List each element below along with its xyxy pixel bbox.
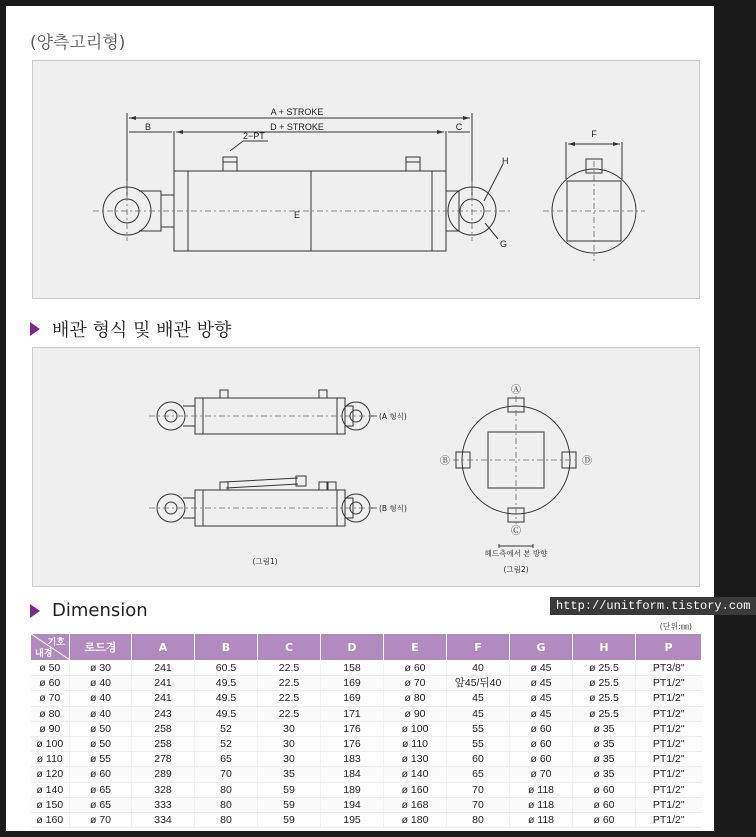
table-cell: 59 [258, 797, 321, 812]
column-header: G [510, 634, 573, 661]
table-cell: ø 65 [70, 782, 132, 797]
table-cell: PT1/2" [636, 752, 702, 767]
label-e: E [293, 210, 301, 220]
table-cell: ø 50 [70, 721, 132, 736]
table-cell: 80 [447, 812, 510, 827]
table-cell: ø 130 [384, 752, 447, 767]
bore-cell: ø 120 [31, 767, 70, 782]
bore-cell: ø 110 [31, 752, 70, 767]
table-cell: 70 [447, 782, 510, 797]
label-c: C [455, 122, 463, 132]
table-cell: 30 [258, 736, 321, 751]
table-cell: 241 [132, 691, 195, 706]
table-cell: ø 118 [510, 782, 573, 797]
triangle-bullet-icon [30, 322, 40, 336]
page-title: (양측고리형) [30, 33, 126, 53]
section-title-piping: 배관 형식 및 배관 방향 [52, 320, 232, 341]
table-cell: 195 [321, 812, 384, 827]
table-cell: ø 110 [384, 736, 447, 751]
table-cell: 49.5 [195, 706, 258, 721]
table-cell: 45 [447, 706, 510, 721]
label-a-stroke: A + STROKE [270, 107, 324, 117]
label-b: B [144, 122, 152, 132]
table-cell: ø 35 [573, 752, 636, 767]
table-cell: 65 [195, 752, 258, 767]
table-cell: 70 [447, 797, 510, 812]
table-cell: 55 [447, 736, 510, 751]
table-cell: 52 [195, 736, 258, 751]
corner-top-label: 기호 [47, 638, 65, 648]
table-cell: 52 [195, 721, 258, 736]
table-cell: 258 [132, 721, 195, 736]
table-cell: 35 [258, 767, 321, 782]
table-cell: 176 [321, 736, 384, 751]
table-cell: 59 [258, 782, 321, 797]
label-d-stroke: D + STROKE [270, 122, 324, 132]
bore-cell: ø 70 [31, 691, 70, 706]
table-cell: 65 [447, 767, 510, 782]
table-cell: 앞45/뒤40 [447, 676, 510, 691]
table-cell: ø 140 [384, 767, 447, 782]
table-cell: 194 [321, 797, 384, 812]
column-header: F [447, 634, 510, 661]
table-cell: ø 25.5 [573, 691, 636, 706]
table-cell: 189 [321, 782, 384, 797]
url-badge[interactable]: http://unitform.tistory.com [550, 597, 756, 615]
table-cell: 60 [447, 752, 510, 767]
column-header: 로드경 [70, 634, 132, 661]
table-cell: 171 [321, 706, 384, 721]
column-header: E [384, 634, 447, 661]
column-header: P [636, 634, 702, 661]
table-cell: 80 [195, 782, 258, 797]
table-cell: 80 [195, 812, 258, 827]
column-header: D [321, 634, 384, 661]
table-cell: 183 [321, 752, 384, 767]
table-cell: ø 60 [573, 782, 636, 797]
table-cell: 184 [321, 767, 384, 782]
label-fig1: (그림1) [252, 557, 278, 566]
column-header: B [195, 634, 258, 661]
table-cell: 49.5 [195, 676, 258, 691]
table-row [31, 661, 702, 676]
column-header: H [573, 634, 636, 661]
label-pt: 2−PT [243, 131, 265, 141]
table-row [31, 676, 702, 691]
table-cell: 22.5 [258, 676, 321, 691]
table-cell: 40 [447, 661, 510, 676]
table-cell: ø 40 [70, 676, 132, 691]
port-d-label: Ⓓ [582, 456, 592, 467]
table-cell: ø 30 [70, 661, 132, 676]
column-header: C [258, 634, 321, 661]
table-cell: ø 180 [384, 812, 447, 827]
table-cell: PT1/2" [636, 691, 702, 706]
table-cell: ø 40 [70, 691, 132, 706]
corner-header [31, 634, 70, 661]
table-cell: ø 45 [510, 691, 573, 706]
table-cell: 22.5 [258, 706, 321, 721]
table-cell: 241 [132, 676, 195, 691]
table-cell: ø 35 [573, 767, 636, 782]
port-a-label: Ⓐ [511, 385, 521, 396]
label-view-caption: 헤드측에서 본 방향 [484, 549, 548, 558]
table-cell: ø 25.5 [573, 676, 636, 691]
section-header-dimension [30, 600, 148, 621]
table-cell: ø 25.5 [573, 706, 636, 721]
table-cell: ø 65 [70, 797, 132, 812]
label-b-type: (B 형식) [379, 504, 407, 513]
table-cell: ø 70 [510, 767, 573, 782]
table-cell: ø 40 [70, 706, 132, 721]
table-cell: 80 [195, 797, 258, 812]
table-row [31, 782, 702, 797]
label-g: G [500, 239, 508, 249]
piping-diagram [33, 348, 701, 588]
table-row [31, 706, 702, 721]
table-cell: 30 [258, 721, 321, 736]
table-cell: ø 50 [70, 736, 132, 751]
label-a-type: (A 형식) [379, 412, 407, 421]
table-cell: ø 45 [510, 706, 573, 721]
table-cell: 55 [447, 721, 510, 736]
label-f: F [591, 129, 597, 139]
table-cell: ø 80 [384, 691, 447, 706]
table-row [31, 721, 702, 736]
label-fig2: (그림2) [503, 565, 529, 574]
table-cell: 258 [132, 736, 195, 751]
table-cell: 59 [258, 812, 321, 827]
column-header: A [132, 634, 195, 661]
table-cell: ø 118 [510, 797, 573, 812]
port-c-label: Ⓒ [511, 526, 521, 537]
table-cell: ø 55 [70, 752, 132, 767]
table-cell: ø 35 [573, 736, 636, 751]
page [6, 6, 751, 831]
table-cell: 22.5 [258, 661, 321, 676]
table-cell: ø 118 [510, 812, 573, 827]
table-row [31, 752, 702, 767]
table-cell: 333 [132, 797, 195, 812]
table-cell: ø 60 [70, 767, 132, 782]
bore-cell: ø 150 [31, 797, 70, 812]
section-title-dimension: Dimension [52, 600, 148, 621]
table-cell: ø 70 [70, 812, 132, 827]
bore-cell: ø 80 [31, 706, 70, 721]
table-row [31, 767, 702, 782]
table-cell: ø 60 [510, 752, 573, 767]
table-cell: 45 [447, 691, 510, 706]
table-cell: PT1/2" [636, 782, 702, 797]
table-cell: ø 90 [384, 706, 447, 721]
table-cell: ø 70 [384, 676, 447, 691]
table-cell: ø 25.5 [573, 661, 636, 676]
table-cell: 278 [132, 752, 195, 767]
table-cell: 49.5 [195, 691, 258, 706]
bore-cell: ø 160 [31, 812, 70, 827]
table-cell: 60.5 [195, 661, 258, 676]
table-cell: 334 [132, 812, 195, 827]
table-cell: 328 [132, 782, 195, 797]
table-cell: 169 [321, 676, 384, 691]
table-cell: PT1/2" [636, 812, 702, 827]
bore-cell: ø 90 [31, 721, 70, 736]
table-cell: ø 100 [384, 721, 447, 736]
table-cell: PT1/2" [636, 676, 702, 691]
table-cell: ø 60 [573, 812, 636, 827]
table-cell: ø 45 [510, 676, 573, 691]
dimension-table [30, 633, 702, 828]
table-body [31, 661, 702, 828]
label-h: H [502, 156, 509, 166]
port-b-label: Ⓑ [440, 456, 450, 467]
table-cell: ø 160 [384, 782, 447, 797]
bore-cell: ø 60 [31, 676, 70, 691]
table-cell: 30 [258, 752, 321, 767]
table-cell: 158 [321, 661, 384, 676]
table-cell: 22.5 [258, 691, 321, 706]
table-row [31, 736, 702, 751]
bore-cell: ø 140 [31, 782, 70, 797]
table-cell: ø 60 [384, 661, 447, 676]
section-header-piping [30, 316, 231, 342]
dimension-drawing-panel [32, 60, 700, 299]
table-cell: ø 60 [573, 797, 636, 812]
table-cell: PT1/2" [636, 797, 702, 812]
table-cell: PT1/2" [636, 767, 702, 782]
table-cell: 70 [195, 767, 258, 782]
table-cell: ø 168 [384, 797, 447, 812]
table-cell: 289 [132, 767, 195, 782]
triangle-bullet-icon [30, 604, 40, 618]
table-header-row [31, 634, 702, 661]
table-cell: 243 [132, 706, 195, 721]
table-cell: 176 [321, 721, 384, 736]
table-cell: ø 60 [510, 721, 573, 736]
table-cell: 169 [321, 691, 384, 706]
table-cell: PT1/2" [636, 706, 702, 721]
table-row [31, 812, 702, 827]
table-row [31, 797, 702, 812]
bore-cell: ø 100 [31, 736, 70, 751]
table-cell: ø 35 [573, 721, 636, 736]
table-cell: PT1/2" [636, 721, 702, 736]
piping-drawing-panel [32, 347, 700, 587]
table-cell: 241 [132, 661, 195, 676]
cylinder-dimension-drawing [33, 61, 701, 300]
table-cell: ø 45 [510, 661, 573, 676]
unit-label: (단위:㎜) [659, 622, 692, 631]
table-cell: ø 60 [510, 736, 573, 751]
table-cell: PT1/2" [636, 736, 702, 751]
bore-cell: ø 50 [31, 661, 70, 676]
table-row [31, 691, 702, 706]
corner-bottom-label: 내경 [35, 649, 53, 659]
table-cell: PT3/8" [636, 661, 702, 676]
